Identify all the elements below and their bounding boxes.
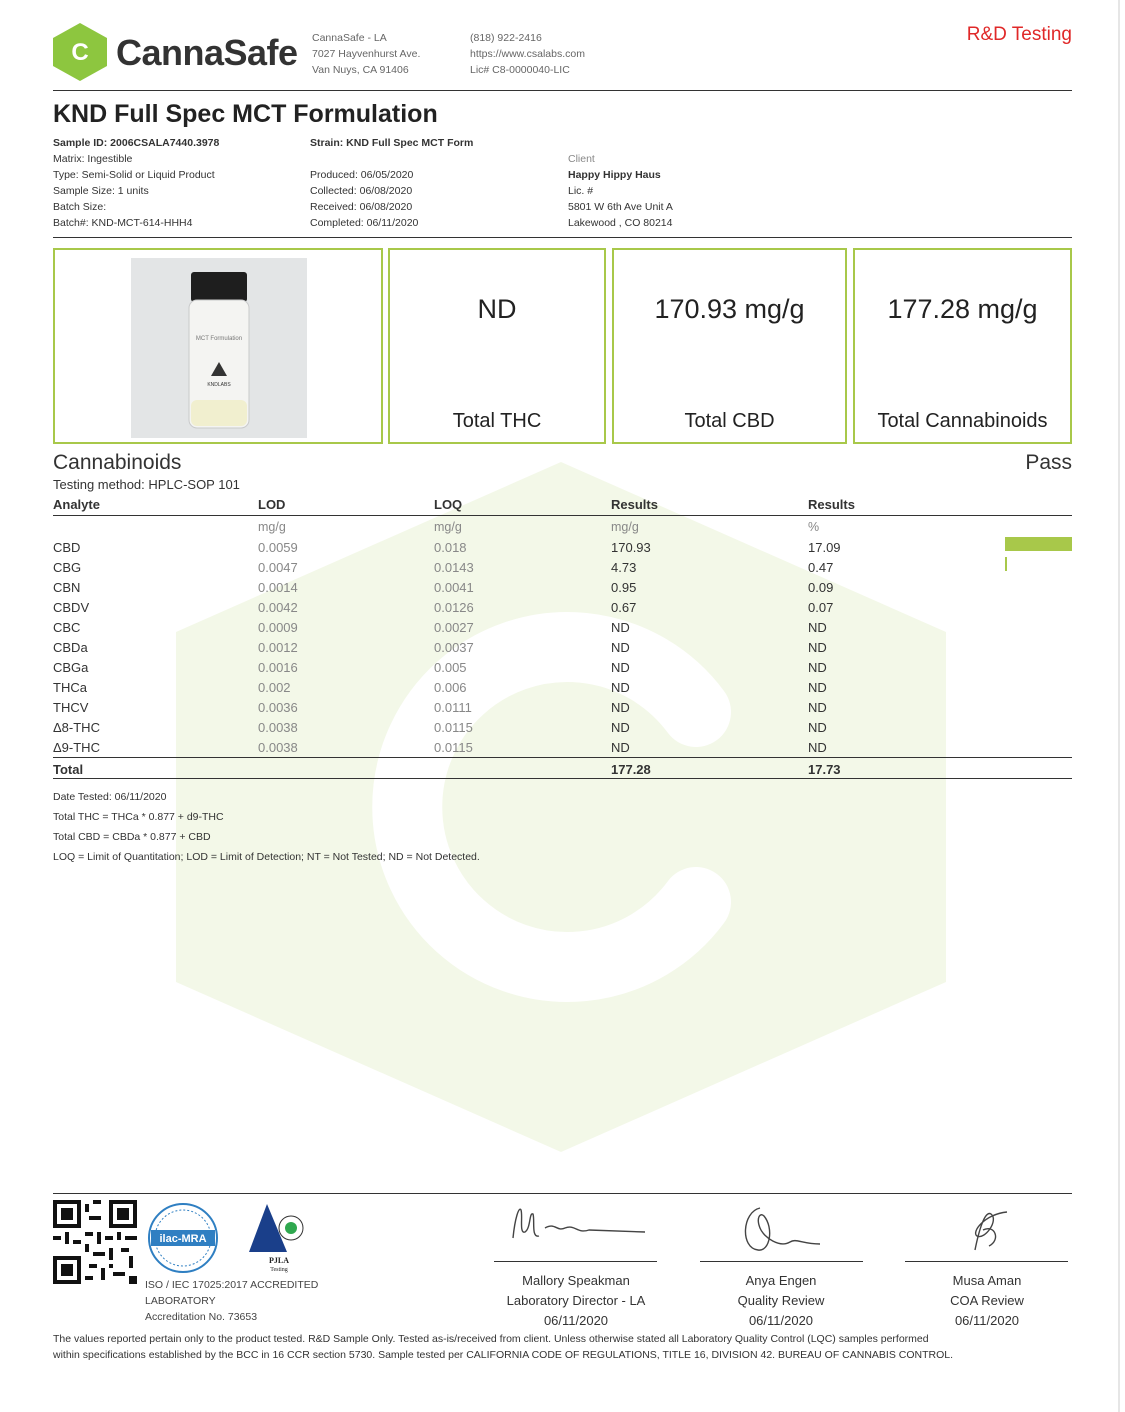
accreditation-text: ISO / IEC 17025:2017 ACCREDITED LABORATORY Accreditation No. 73653 (145, 1279, 319, 1323)
loq-value: 0.0027 (434, 620, 474, 635)
sample-info: Sample ID: 2006CSALA7440.3978 Matrix: Ingestible Type: Semi-Solid or Liquid Product Sample Size: 1 units Batch Size: Batch#: KND-MCT-614-HHH4 (53, 137, 220, 229)
result-pct: ND (808, 680, 827, 695)
divider (53, 1193, 1072, 1194)
divider (53, 515, 1072, 516)
analyte-name: CBN (53, 580, 81, 595)
total-thc-value: ND (477, 294, 517, 324)
divider (53, 237, 1072, 238)
total-cannabinoids-label: Total Cannabinoids (877, 410, 1048, 432)
divider (53, 757, 1072, 758)
analyte-name: CBC (53, 620, 81, 635)
lod-value: 0.0016 (258, 660, 298, 675)
ilac-mra-logo (145, 1200, 221, 1276)
lod-value: 0.0047 (258, 560, 298, 575)
lab-contact: (818) 922-2416 https://www.csalabs.com Lic# C8-0000040-LIC (470, 32, 585, 76)
page-title: KND Full Spec MCT Formulation (53, 100, 438, 128)
lod-value: 0.0036 (258, 700, 298, 715)
col-loq: LOQ (434, 497, 463, 512)
result-mg: ND (611, 660, 630, 675)
signer-anya: Anya Engen Quality Review 06/11/2020 (737, 1273, 825, 1328)
result-pct: ND (808, 700, 827, 715)
result-mg: ND (611, 720, 630, 735)
product-photo-box (53, 248, 383, 444)
divider (53, 778, 1072, 779)
lod-value: 0.0012 (258, 640, 298, 655)
lod-value: 0.0042 (258, 600, 298, 615)
loq-value: 0.0115 (434, 740, 473, 755)
section-heading: Cannabinoids (53, 451, 182, 474)
total-cbd-value: 170.93 mg/g (654, 294, 805, 324)
loq-value: 0.0115 (434, 720, 473, 735)
total-thc-label: Total THC (452, 410, 542, 432)
result-pct: 0.47 (808, 560, 834, 575)
result-pct: ND (808, 740, 827, 755)
loq-value: 0.0143 (434, 560, 474, 575)
result-mg: ND (611, 620, 630, 635)
analyte-name: CBGa (53, 660, 89, 675)
result-pct: 17.09 (808, 540, 841, 555)
result-bar (1005, 557, 1007, 571)
unit-pct: % (808, 520, 820, 534)
result-pct: ND (808, 660, 827, 675)
loq-value: 0.0037 (434, 640, 474, 655)
col-results-mg: Results (611, 497, 658, 512)
loq-value: 0.005 (434, 660, 467, 675)
svg-text:MCT Formulation: MCT Formulation (195, 336, 243, 342)
signature-line (700, 1261, 863, 1262)
signature-anya (730, 1198, 830, 1258)
total-cannabinoids-box (853, 248, 1072, 444)
lod-value: 0.0009 (258, 620, 298, 635)
signer-musa: Musa Aman COA Review 06/11/2020 (950, 1273, 1024, 1328)
lab-address: CannaSafe - LA 7027 Hayvenhurst Ave. Van Nuys, CA 91406 (312, 32, 421, 76)
result-mg: ND (611, 700, 630, 715)
notes: Date Tested: 06/11/2020 Total THC = THCa * 0.877 + d9-THC Total CBD = CBDa * 0.877 + CBD LOQ = Limit of Quantitation; LOD = Limit of Detection; NT = Not Tested; ND = Not Detected. (53, 791, 480, 863)
result-mg: 170.93 (611, 540, 651, 555)
sample-dates: Strain: KND Full Spec MCT Form Produced: 06/05/2020 Collected: 06/08/2020 Received: 06/08/2020 Completed: 06/11/2020 (310, 137, 474, 229)
result-pct: ND (808, 640, 827, 655)
loq-value: 0.018 (434, 540, 467, 555)
pass-status: Pass (1025, 451, 1072, 474)
result-mg: ND (611, 740, 630, 755)
unit-loq: mg/g (434, 520, 462, 534)
analyte-name: Δ9-THC (53, 740, 100, 755)
result-pct: ND (808, 720, 827, 735)
loq-value: 0.0111 (434, 700, 472, 715)
result-mg: ND (611, 680, 630, 695)
analyte-name: THCa (53, 680, 87, 695)
page-edge (1118, 0, 1120, 1412)
col-analyte: Analyte (53, 497, 100, 512)
analyte-name: CBG (53, 560, 82, 575)
analyte-name: CBDV (53, 600, 90, 615)
result-pct: 0.07 (808, 600, 834, 615)
col-results-pct: Results (808, 497, 855, 512)
signer-mallory: Mallory Speakman Laboratory Director - LA 06/11/2020 (506, 1273, 646, 1328)
total-pct: 17.73 (808, 762, 841, 777)
signature-mallory (505, 1198, 655, 1258)
total-label: Total (53, 762, 84, 777)
loq-value: 0.006 (434, 680, 467, 695)
lod-value: 0.002 (258, 680, 291, 695)
lod-value: 0.0059 (258, 540, 298, 555)
client-info: Client Happy Hippy Haus Lic. # 5801 W 6th Ave Unit A Lakewood , CO 80214 (568, 153, 673, 229)
analyte-name: CBDa (53, 640, 88, 655)
result-pct: 0.09 (808, 580, 834, 595)
analyte-name: THCV (53, 700, 89, 715)
result-mg: 4.73 (611, 560, 637, 575)
analyte-name: Δ8-THC (53, 720, 100, 735)
signature-musa (955, 1200, 1025, 1258)
signature-line (494, 1261, 657, 1262)
svg-text:ilac-MRA: ilac-MRA (159, 1233, 207, 1245)
unit-mg: mg/g (611, 520, 639, 534)
signature-line (905, 1261, 1068, 1262)
col-lod: LOD (258, 497, 286, 512)
loq-value: 0.0126 (434, 600, 474, 615)
total-mg: 177.28 (611, 762, 651, 777)
pjla-logo (245, 1200, 313, 1276)
total-cbd-box (612, 248, 847, 444)
total-thc-box (388, 248, 606, 444)
result-mg: ND (611, 640, 630, 655)
brand-name: CannaSafe (116, 32, 298, 73)
cannasafe-logo-icon (52, 22, 108, 82)
testing-method: Testing method: HPLC-SOP 101 (53, 477, 240, 492)
analyte-name: CBD (53, 540, 81, 555)
qr-code-icon (53, 1200, 137, 1284)
rd-testing-badge: R&D Testing (966, 24, 1072, 45)
loq-value: 0.0041 (434, 580, 474, 595)
result-mg: 0.95 (611, 580, 637, 595)
result-pct: ND (808, 620, 827, 635)
lod-value: 0.0038 (258, 740, 298, 755)
lod-value: 0.0038 (258, 720, 298, 735)
disclaimer: The values reported pertain only to the product tested. R&D Sample Only. Tested as-is/received from client. Unless otherwise stated all Laboratory Quality Control (LQC) samples performed within specifications established by the BCC in 16 CCR section 5730. Sample tested per CALIFORNIA CODE OF REGULATIONS, TITLE 16, DIVISION 42. BUREAU OF CANNABIS CONTROL. (53, 1333, 954, 1361)
result-bar (1005, 537, 1072, 551)
svg-text:C: C (71, 39, 89, 66)
svg-text:PJLA: PJLA (269, 1256, 289, 1265)
product-photo (131, 258, 307, 438)
total-cannabinoids-value: 177.28 mg/g (887, 294, 1038, 324)
lod-value: 0.0014 (258, 580, 298, 595)
total-cbd-label: Total CBD (684, 410, 775, 432)
svg-text:Testing: Testing (270, 1267, 288, 1273)
result-mg: 0.67 (611, 600, 637, 615)
unit-lod: mg/g (258, 520, 286, 534)
divider (53, 90, 1072, 91)
svg-text:KNDLABS: KNDLABS (207, 382, 231, 388)
